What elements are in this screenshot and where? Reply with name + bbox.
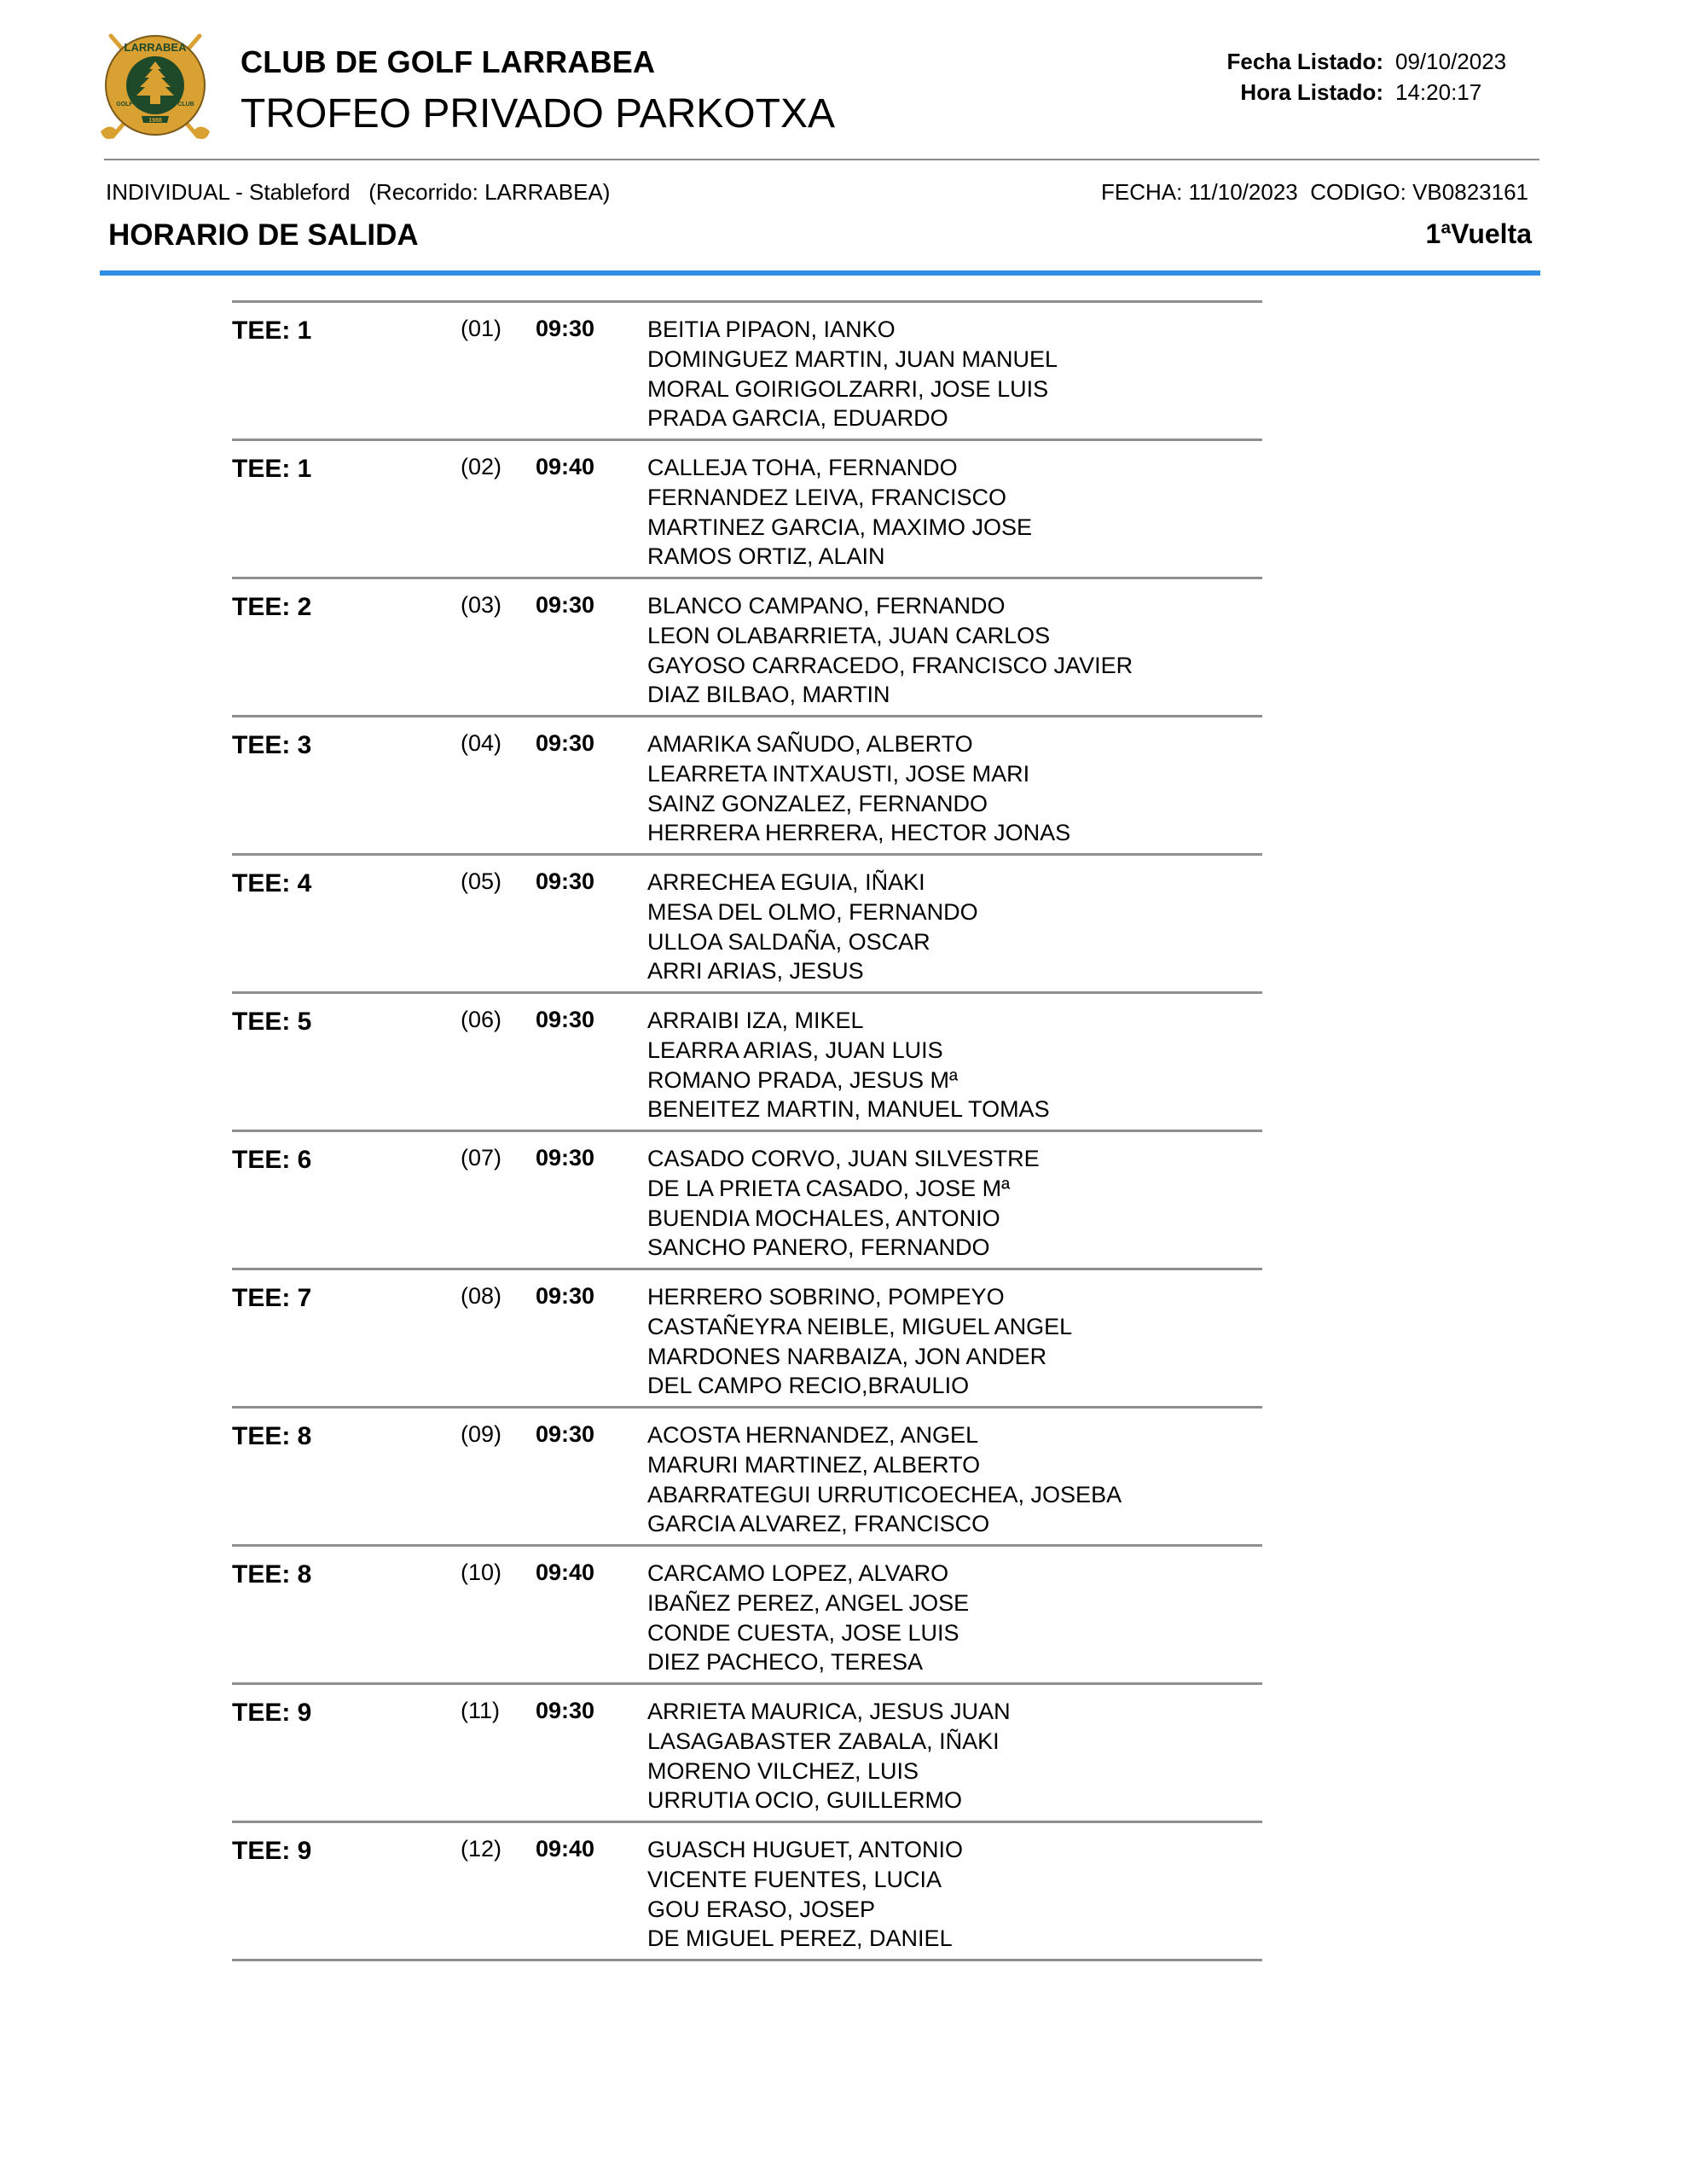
player-name: BENEITEZ MARTIN, MANUEL TOMAS	[647, 1096, 1050, 1123]
tee-group	[232, 1544, 1262, 1682]
golf-club-crest-icon	[96, 31, 215, 145]
player-name: DE MIGUEL PEREZ, DANIEL	[647, 1926, 953, 1952]
tee-label: TEE: 6	[232, 1146, 312, 1174]
tee-group	[232, 1406, 1262, 1544]
player-name: DOMINGUEZ MARTIN, JUAN MANUEL	[647, 346, 1058, 372]
tee-time: 09:30	[536, 316, 595, 341]
tee-label: TEE: 4	[232, 869, 312, 897]
player-name: LASAGABASTER ZABALA, IÑAKI	[647, 1728, 1000, 1754]
player-list	[647, 591, 1133, 710]
fecha-listado-value: 09/10/2023	[1395, 49, 1507, 74]
tee-time: 09:40	[536, 1836, 595, 1862]
tee-group	[232, 1682, 1262, 1821]
player-name: BUENDIA MOCHALES, ANTONIO	[647, 1205, 1000, 1231]
accent-divider	[100, 270, 1540, 276]
tee-time: 09:30	[536, 1145, 595, 1170]
group-number: (05)	[461, 868, 502, 894]
tee-time: 09:30	[536, 868, 595, 894]
player-name: LEARRETA INTXAUSTI, JOSE MARI	[647, 760, 1030, 787]
tee-label: TEE: 1	[232, 455, 312, 483]
player-name: CASTAÑEYRA NEIBLE, MIGUEL ANGEL	[647, 1313, 1073, 1339]
club-name: CLUB DE GOLF LARRABEA	[241, 44, 656, 79]
fecha-listado-label: Fecha Listado:	[1226, 49, 1383, 74]
player-name: CONDE CUESTA, JOSE LUIS	[647, 1619, 959, 1646]
player-list	[647, 1282, 1072, 1401]
player-name: GOU ERASO, JOSEP	[647, 1896, 876, 1922]
group-number: (08)	[461, 1283, 502, 1309]
logo-club-text: CLUB	[177, 102, 194, 107]
player-name: MESA DEL OLMO, FERNANDO	[647, 898, 978, 925]
player-name: LEARRA ARIAS, JUAN LUIS	[647, 1037, 943, 1063]
player-list	[647, 1697, 1011, 1815]
tee-time: 09:40	[536, 1560, 595, 1585]
tee-group	[232, 715, 1262, 853]
player-name: CALLEJA TOHA, FERNANDO	[647, 455, 958, 480]
player-name: HERRERA HERRERA, HECTOR JONAS	[647, 820, 1071, 846]
player-list	[647, 1144, 1040, 1263]
player-name: MARTINEZ GARCIA, MAXIMO JOSE	[647, 514, 1033, 540]
player-name: BLANCO CAMPANO, FERNANDO	[647, 593, 1006, 619]
tee-label: TEE: 8	[232, 1422, 312, 1450]
player-name: DIEZ PACHECO, TERESA	[647, 1649, 924, 1676]
tee-group	[232, 1268, 1262, 1406]
player-name: FERNANDEZ LEIVA, FRANCISCO	[647, 484, 1007, 510]
player-name: ARRIETA MAURICA, JESUS JUAN	[647, 1699, 1011, 1724]
event-title: TROFEO PRIVADO PARKOTXA	[241, 91, 835, 136]
player-name: LEON OLABARRIETA, JUAN CARLOS	[647, 622, 1051, 648]
player-name: GUASCH HUGUET, ANTONIO	[647, 1837, 964, 1862]
tee-time: 09:40	[536, 454, 595, 479]
player-name: PRADA GARCIA, EDUARDO	[647, 405, 948, 432]
player-name: SAINZ GONZALEZ, FERNANDO	[647, 790, 988, 816]
player-list	[647, 315, 1058, 433]
tee-group	[232, 1130, 1262, 1268]
tee-time: 09:30	[536, 730, 595, 756]
group-number: (10)	[461, 1560, 502, 1585]
competition-date-code: FECHA: 11/10/2023 CODIGO: VB0823161	[1100, 179, 1528, 205]
tee-label: TEE: 5	[232, 1008, 312, 1036]
group-number: (03)	[461, 592, 502, 618]
tee-time: 09:30	[536, 1007, 595, 1032]
player-name: GARCIA ALVAREZ, FRANCISCO	[647, 1511, 990, 1537]
hora-listado-label: Hora Listado:	[1240, 79, 1383, 105]
tee-group	[232, 853, 1262, 991]
fecha-listado-row	[1160, 46, 1506, 77]
listing-meta	[1160, 46, 1506, 107]
tee-time: 09:30	[536, 592, 595, 618]
tee-group	[232, 439, 1262, 577]
player-name: MORENO VILCHEZ, LUIS	[647, 1757, 919, 1784]
club-logo	[96, 31, 215, 145]
player-list	[647, 1835, 963, 1954]
logo-name: LARRABEA	[124, 41, 187, 54]
player-name: ACOSTA HERNANDEZ, ANGEL	[647, 1422, 979, 1448]
player-list	[647, 868, 978, 986]
tee-time: 09:30	[536, 1698, 595, 1723]
tee-time-schedule	[232, 300, 1262, 1961]
tee-group	[232, 577, 1262, 715]
section-title: HORARIO DE SALIDA	[108, 218, 419, 252]
player-name: HERRERO SOBRINO, POMPEYO	[647, 1284, 1005, 1310]
player-name: ULLOA SALDAÑA, OSCAR	[647, 928, 930, 955]
tee-label: TEE: 9	[232, 1837, 312, 1865]
logo-golf-text: GOLF	[116, 102, 133, 107]
tee-label: TEE: 2	[232, 593, 312, 621]
tee-label: TEE: 3	[232, 731, 312, 759]
header-divider	[104, 159, 1539, 160]
player-name: BEITIA PIPAON, IANKO	[647, 317, 896, 342]
player-name: DEL CAMPO RECIO,BRAULIO	[647, 1373, 970, 1399]
group-number: (12)	[461, 1836, 502, 1862]
logo-year: 1988	[148, 118, 162, 124]
competition-modality: INDIVIDUAL - Stableford (Recorrido: LARRABEA)	[106, 179, 611, 205]
hora-listado-value: 14:20:17	[1395, 79, 1482, 105]
player-list	[647, 1559, 969, 1677]
tee-group	[232, 300, 1262, 439]
player-name: IBAÑEZ PEREZ, ANGEL JOSE	[647, 1589, 970, 1616]
group-number: (09)	[461, 1421, 502, 1447]
player-name: VICENTE FUENTES, LUCIA	[647, 1866, 942, 1892]
player-name: ARRAIBI IZA, MIKEL	[647, 1008, 864, 1033]
group-number: (11)	[461, 1698, 501, 1723]
player-list	[647, 1420, 1122, 1539]
player-name: DIAZ BILBAO, MARTIN	[647, 682, 890, 708]
group-number: (01)	[461, 316, 502, 341]
tee-label: TEE: 9	[232, 1699, 312, 1727]
group-number: (06)	[461, 1007, 502, 1032]
tee-label: TEE: 8	[232, 1560, 312, 1589]
tee-time: 09:30	[536, 1421, 595, 1447]
tee-label: TEE: 1	[232, 317, 312, 345]
player-name: URRUTIA OCIO, GUILLERMO	[647, 1787, 963, 1814]
player-name: GAYOSO CARRACEDO, FRANCISCO JAVIER	[647, 652, 1133, 678]
player-list	[647, 729, 1070, 848]
player-list	[647, 1006, 1050, 1124]
tee-time: 09:30	[536, 1283, 595, 1309]
tee-group	[232, 1821, 1262, 1961]
round-label: 1ªVuelta	[1425, 218, 1532, 249]
tee-label: TEE: 7	[232, 1284, 312, 1312]
player-name: MARURI MARTINEZ, ALBERTO	[647, 1451, 981, 1478]
group-number: (02)	[461, 454, 502, 479]
player-name: CASADO CORVO, JUAN SILVESTRE	[647, 1146, 1040, 1171]
tee-group	[232, 991, 1262, 1130]
group-number: (07)	[461, 1145, 502, 1170]
player-name: AMARIKA SAÑUDO, ALBERTO	[647, 731, 973, 757]
hora-listado-row	[1160, 77, 1506, 107]
player-list	[647, 453, 1032, 572]
player-name: DE LA PRIETA CASADO, JOSE Mª	[647, 1175, 1011, 1201]
player-name: CARCAMO LOPEZ, ALVARO	[647, 1560, 949, 1586]
player-name: MARDONES NARBAIZA, JON ANDER	[647, 1343, 1047, 1369]
player-name: ARRECHEA EGUIA, IÑAKI	[647, 869, 925, 895]
player-name: ABARRATEGUI URRUTICOECHEA, JOSEBA	[647, 1481, 1122, 1507]
player-name: MORAL GOIRIGOLZARRI, JOSE LUIS	[647, 375, 1049, 402]
player-name: SANCHO PANERO, FERNANDO	[647, 1234, 990, 1261]
player-name: ARRI ARIAS, JESUS	[647, 958, 864, 985]
player-name: RAMOS ORTIZ, ALAIN	[647, 543, 885, 570]
player-name: ROMANO PRADA, JESUS Mª	[647, 1066, 959, 1093]
group-number: (04)	[461, 730, 502, 756]
